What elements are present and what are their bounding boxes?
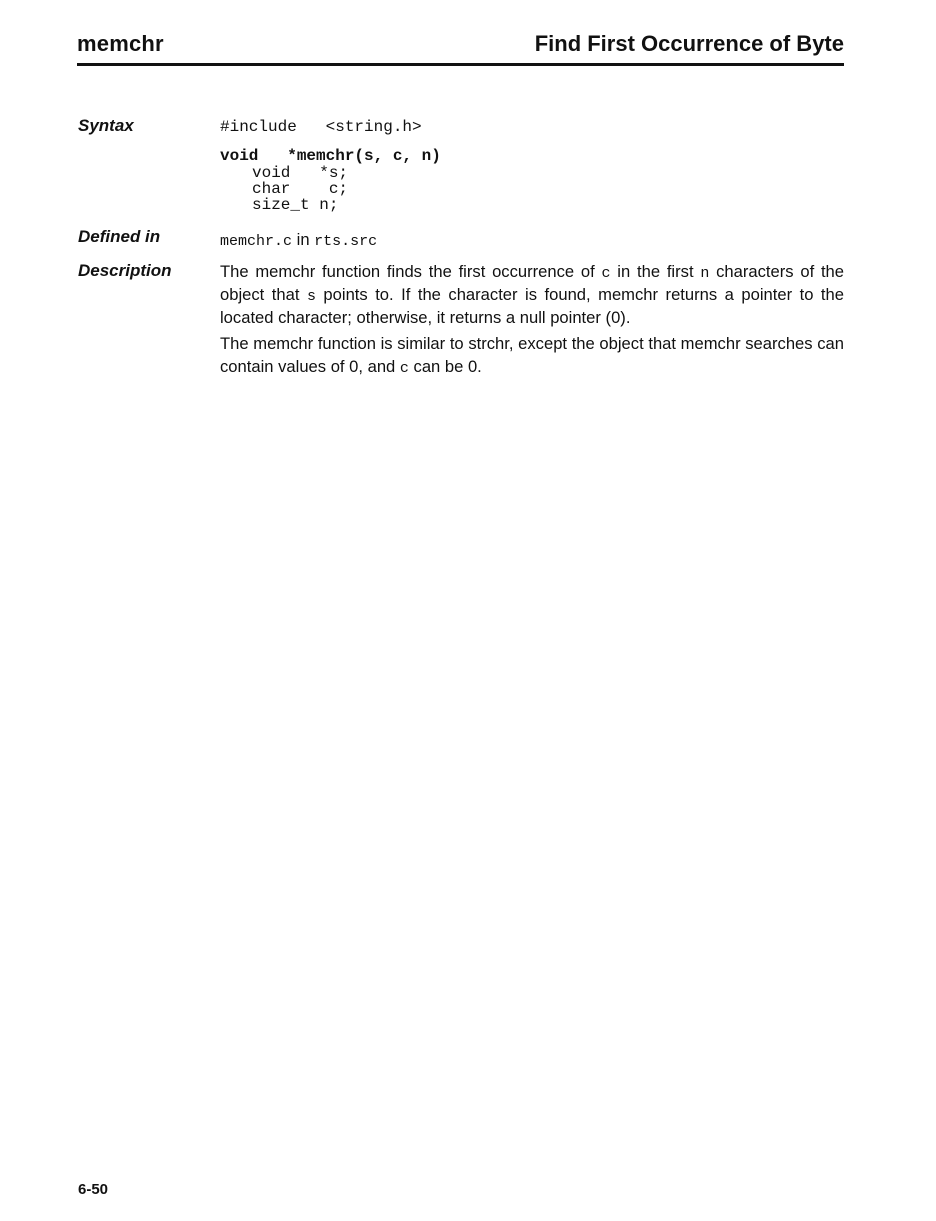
header-rule — [77, 63, 844, 66]
syntax-param-n: size_t n; — [252, 196, 339, 214]
syntax-include-line: #include <string.h> — [220, 118, 422, 136]
defined-in-word: in — [292, 230, 315, 249]
description-paragraph-2: The memchr function is similar to strchr, except the object that memchr searches can contain values of 0, and c can be 0. — [220, 334, 844, 377]
defined-in-archive: rts.src — [314, 233, 378, 250]
defined-in-file: memchr.c — [220, 233, 293, 250]
header-function-name: memchr — [77, 31, 164, 56]
syntax-declaration-line: void *memchr(s, c, n) — [220, 147, 441, 165]
description-paragraph-1: The memchr function finds the first occurrence of c in the first n characters of the object that s points to. If the character is found, memchr returns a pointer to the located character; otherwise, it returns a null pointer (0). — [220, 262, 845, 327]
syntax-label: Syntax — [78, 116, 134, 135]
syntax-param-s: void *s; — [252, 164, 349, 182]
syntax-param-c: char c; — [252, 180, 349, 198]
description-label: Description — [78, 261, 172, 280]
header-section-title: Find First Occurrence of Byte — [534, 31, 844, 56]
defined-in-label: Defined in — [78, 227, 161, 246]
defined-in-value — [220, 228, 844, 251]
page-number: 6-50 — [78, 1181, 109, 1198]
